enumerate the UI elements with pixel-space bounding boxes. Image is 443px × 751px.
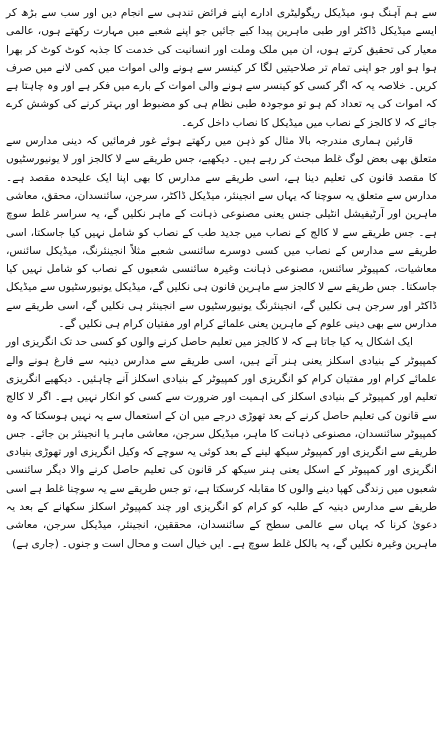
article-paragraph-1: سے ہم آہنگ ہو، میڈیکل ریگولیٹری ادارے اپنے فرائض تندہی سے انجام دیں اور سب سے بڑھ کر ایسے میڈیکل ڈاکٹر اور طبی ماہرین پیدا کیے جائیں جو اپنے شعبے میں مہارت رکھتے ہوں، عالمی معیار کی تحقیق کرتے ہوں، ان میں ملک وملت اور انسانیت کی خدمت کا جذبہ کوٹ کوٹ کر بھرا ہوا ہو اور جو اپنی تمام تر صلاحیتیں لگا کر کینسر سے ہونے والی اموات میں کمی لانے میں صرف کریں۔ خلاصہ یہ کہ اگر کسی کو کینسر سے ہونے والی اموات کے بارے میں فکر ہے اور وہ چاہتا ہے کہ اموات کی یہ تعداد کم ہو تو موجودہ طبی نظام ہی کو مضبوط اور بہتر کرنے کی کوشش کرے جائے کہ لا کالجز کے نصاب میں میڈیکل کا نصاب داخل کرے۔ <box>6 7 437 129</box>
article-paragraph-3: ایک اشکال یہ کیا جاتا ہے کہ لا کالجز میں تعلیم حاصل کرنے والوں کو کسی حد تک انگریزی اور کمپیوٹر کے بنیادی اسکلز یعنی ہنر آتے ہیں، اسی طریقے سے مدارس دینیہ سے فارغ ہونے والے علمائے کرام اور مفتیان کرام کو انگریزی اور کمپیوٹر کے بنیادی اسکلز آنے چاہئیں۔ دیکھیے انگریزی تعلیم اور کمپیوٹر کے بنیادی اسکلز کی اہمیت اور ضرورت سے کسی کو انکار نہیں ہے۔ اگر لا کالج سے قانون کی تعلیم حاصل کرنے کے بعد تھوڑی درجے میں ان کے استعمال سے یہ نہیں ہوسکتا کہ وہ کمپیوٹر سائنسدان، مصنوعی ذہانت کا ماہر، میڈیکل سرجن، معاشی ماہر یا انجینئر بن جائے۔ جس طریقے سے انگریزی اور کمپیوٹر سیکھ لینے کے بعد کوئی یہ سوچے کہ وکیل انگریزی اور تھوڑی بنیادی انگریزی اور کمپیوٹر کے اسکل یعنی ہنر سیکھ کر قانون کی تعلیم حاصل کرنے والا دیگر سائنسی شعبوں میں زندگی کھپا دینے والوں کا مقابلہ کرسکتا ہے، تو جس طریقے سے یہ سوچنا غلط ہے اسی طریقے سے مدارس دینیہ کے طلبہ کو کرام کو انگریزی اور چند کمپیوٹر اسکلز سکھانے کے بعد یہ دعویٰ کرنا کہ یہاں سے عالمی سطح کے سائنسدان، محققین، انجینئر، میڈیکل سرجن، معاشی ماہرین وغیرہ نکلیں گے، یہ بالکل غلط سوچ ہے۔ ایں خیال است و محال است و جنوں۔ (جاری ہے) <box>6 336 437 550</box>
article-paragraph-2: قارئین ہماری مندرجہ بالا مثال کو ذہن میں رکھتے ہوئے غور فرمائیں کہ دینی مدارس سے متعلق بھی بعض لوگ غلط مبحث کر رہے ہیں۔ دیکھیے، جس طریقے سے لا کالجز اور لا یونیورسٹیوں کا مقصد قانون کی تعلیم دینا ہے، اسی طریقے سے مدارس کا بھی اپنا ایک علیحدہ مقصد ہے۔ مدارس سے متعلق یہ سوچنا کہ یہاں سے انجینئر، میڈیکل ڈاکٹر، سرجن، سائنسدان، محقق، معاشی ماہرین اور آرٹیفیشل انٹیلی جنس یعنی مصنوعی ذہانت کے ماہر نکلیں گے، یہ سراسر غلط سوچ ہے۔ جس طریقے سے لا کالج کے نصاب میں جدید طب کے نصاب کو شامل نہیں کیا جاسکتا، اسی طریقے سے مدارس کے نصاب میں کسی دوسرے سائنسی شعبے مثلاً انجینئرنگ، میڈیکل سائنس، معاشیات، کمپیوٹر سائنس، مصنوعی ذہانت وغیرہ سائنسی شعبوں کے نصاب کو شامل نہیں کیا جاسکتا۔ جس طریقے سے لا کالجز سے ماہرین قانون ہی نکلیں گے، میڈیکل یونیورسٹیوں سے میڈیکل ڈاکٹر اور سرجن ہی نکلیں گے، انجینئرنگ یونیورسٹیوں سے انجینئر ہی نکلیں گے، اسی طریقے سے مدارس سے بھی دینی علوم کے ماہرین یعنی علمائے کرام اور مفتیان کرام ہی نکلیں گے۔ <box>6 135 437 331</box>
